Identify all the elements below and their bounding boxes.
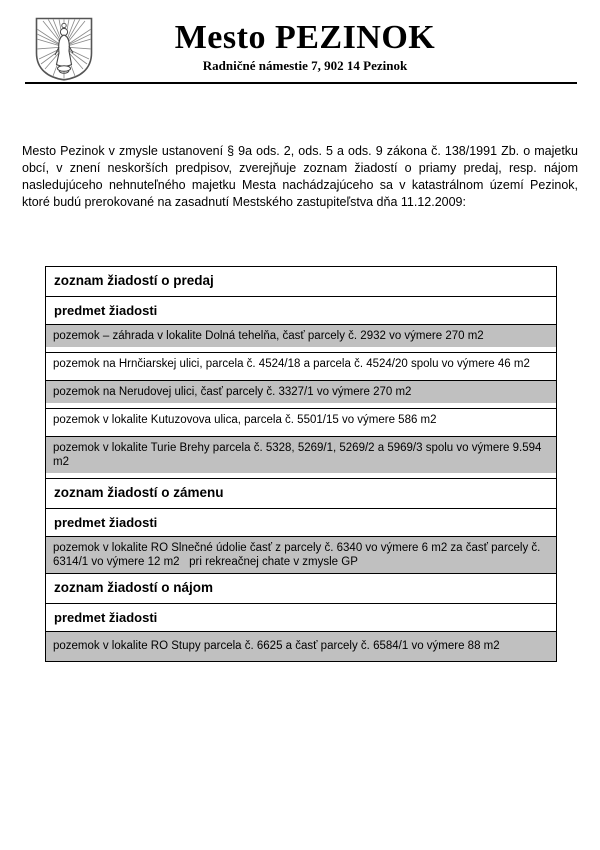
table-row: [46, 353, 556, 381]
table-row: [46, 325, 556, 353]
header-text-block: [30, 20, 580, 74]
table-cell-text: pozemok na Hrnčiarskej ulici, parcela č. 4524/18 a parcela č. 4524/20 spolu vo výmere 46 m2: [53, 358, 530, 370]
requests-table: [45, 266, 557, 662]
table-row: [46, 537, 556, 574]
table-cell-text: pozemok na Nerudovej ulici, časť parcely č. 3327/1 vo výmere 270 m2: [46, 381, 556, 403]
table-section-heading: zoznam žiadostí o zámenu: [46, 479, 556, 509]
document-address: Radničné námestie 7, 902 14 Pezinok: [202, 58, 408, 73]
header-divider: [25, 82, 577, 84]
table-column-header: predmet žiadosti: [46, 297, 556, 325]
table-column-header: predmet žiadosti: [46, 604, 556, 632]
table-cell-text: pozemok v lokalite RO Slnečné údolie časť z parcely č. 6340 vo výmere 6 m2 za časť parcely č. 6314/1 vo výmere 12 m2 pri rekreačnej chate v zmysle GP: [46, 537, 556, 573]
table-section-heading: zoznam žiadostí o predaj: [46, 267, 556, 297]
table-row: [46, 632, 556, 661]
table-row: [46, 437, 556, 479]
table-cell-text: pozemok v lokalite Turie Brehy parcela č. 5328, 5269/1, 5269/2 a 5969/3 spolu vo výmere 9.594 m2: [46, 437, 556, 473]
document-header: [0, 0, 600, 84]
table-row: [46, 381, 556, 409]
intro-paragraph: Mesto Pezinok v zmysle ustanovení § 9a ods. 2, ods. 5 a ods. 9 zákona č. 138/1991 Zb. o majetku obcí, v znení neskorších predpisov, zverejňuje zoznam žiadostí o priamy predaj, resp. nájom nasledujúceho nehnuteľného majetku Mesta nachádzajúceho sa v katastrálnom území Pezinok, ktoré budú prerokované na zasadnutí Mestského zastupiteľstva dňa 11.12.2009:: [22, 143, 578, 209]
table-column-header: predmet žiadosti: [46, 509, 556, 537]
table-row: [46, 409, 556, 437]
table-cell-text: pozemok – záhrada v lokalite Dolná tehelňa, časť parcely č. 2932 vo výmere 270 m2: [46, 325, 556, 347]
table-section-heading: zoznam žiadostí o nájom: [46, 574, 556, 604]
table-cell-text: pozemok v lokalite Kutuzovova ulica, parcela č. 5501/15 vo výmere 586 m2: [53, 414, 437, 426]
document-title: Mesto PEZINOK: [174, 19, 436, 56]
table-cell-text: pozemok v lokalite RO Stupy parcela č. 6625 a časť parcely č. 6584/1 vo výmere 88 m2: [46, 632, 556, 661]
